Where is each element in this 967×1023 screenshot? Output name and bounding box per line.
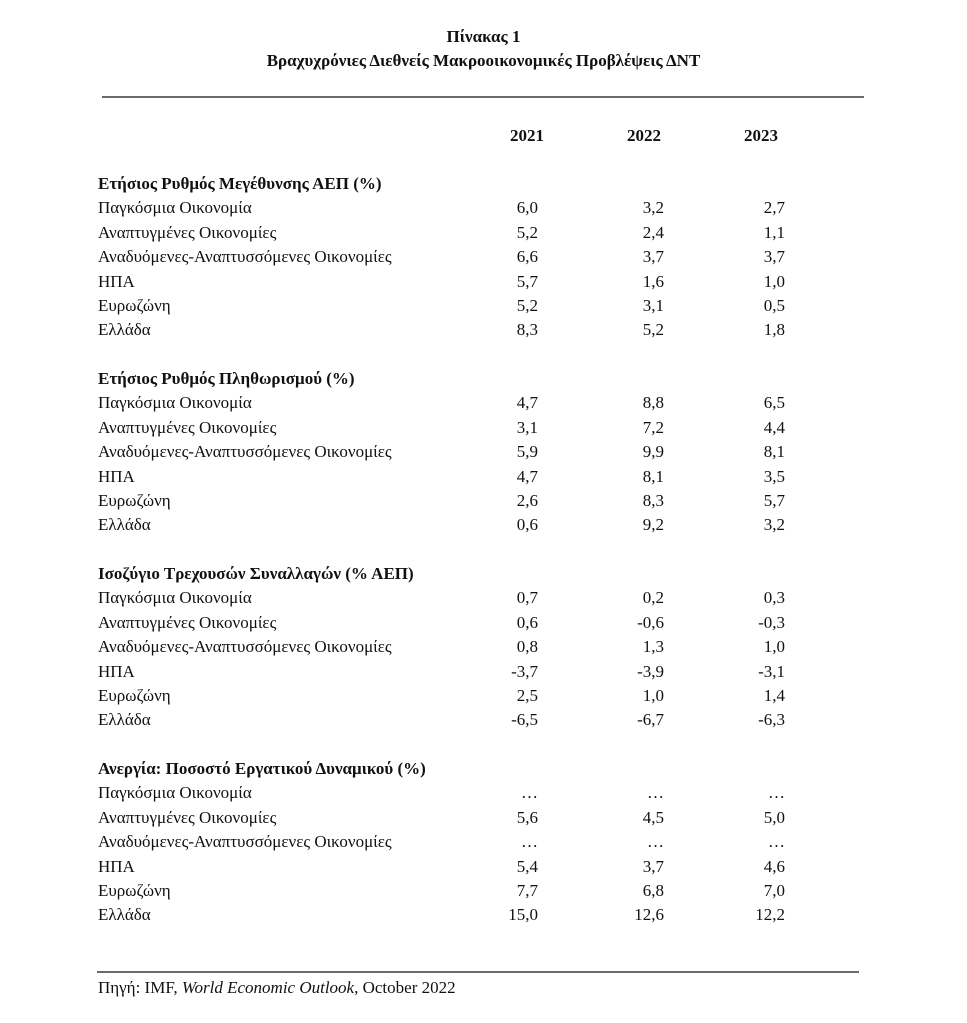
source-suffix: , October 2022 bbox=[354, 978, 456, 997]
column-header-2022: 2022 bbox=[627, 126, 661, 145]
table-row bbox=[98, 318, 818, 342]
value-2021: 4,7 bbox=[516, 393, 538, 413]
table-row bbox=[98, 221, 818, 245]
section-gdp-growth bbox=[98, 172, 818, 343]
value-2021: 0,8 bbox=[516, 637, 538, 657]
value-2023: 1,0 bbox=[763, 637, 785, 657]
value-2023: 3,5 bbox=[763, 466, 785, 486]
value-2022: 9,9 bbox=[642, 442, 664, 462]
value-2022: 6,8 bbox=[642, 880, 664, 900]
table-row bbox=[98, 806, 818, 830]
value-2022: 5,2 bbox=[642, 320, 664, 340]
column-header-2021: 2021 bbox=[510, 126, 544, 145]
row-label: ΗΠΑ bbox=[98, 466, 135, 486]
value-2022: 3,1 bbox=[642, 295, 664, 315]
table-row bbox=[98, 294, 818, 318]
value-2021: 7,7 bbox=[516, 880, 538, 900]
value-2021: 2,6 bbox=[516, 490, 538, 510]
row-label: Ελλάδα bbox=[98, 320, 151, 340]
value-2023: 6,5 bbox=[763, 393, 785, 413]
value-2021: 3,1 bbox=[516, 417, 538, 437]
table-row bbox=[98, 416, 818, 440]
row-label: Παγκόσμια Οικονομία bbox=[98, 588, 252, 608]
value-2023: -0,3 bbox=[758, 612, 785, 632]
value-2021: 0,6 bbox=[516, 612, 538, 632]
table-row bbox=[98, 781, 818, 805]
table-row bbox=[98, 586, 818, 610]
source-note bbox=[98, 978, 456, 998]
row-label: Αναπτυγμένες Οικονομίες bbox=[98, 612, 277, 632]
section-title: Ετήσιος Ρυθμός Μεγέθυνσης ΑΕΠ (%) bbox=[98, 174, 382, 193]
value-2023: 7,0 bbox=[763, 880, 785, 900]
value-2021: 6,0 bbox=[516, 198, 538, 218]
row-label: Αναδυόμενες-Αναπτυσσόμενες Οικονομίες bbox=[98, 442, 392, 462]
table-row bbox=[98, 635, 818, 659]
value-2023: 1,1 bbox=[763, 222, 785, 242]
value-2023: … bbox=[768, 832, 785, 852]
value-2021: -3,7 bbox=[511, 661, 538, 681]
value-2021: 4,7 bbox=[516, 466, 538, 486]
row-label: Αναπτυγμένες Οικονομίες bbox=[98, 222, 277, 242]
bottom-divider bbox=[97, 971, 859, 973]
value-2021: 5,7 bbox=[516, 271, 538, 291]
value-2022: 7,2 bbox=[642, 417, 664, 437]
value-2022: 3,2 bbox=[642, 198, 664, 218]
row-label: Αναπτυγμένες Οικονομίες bbox=[98, 417, 277, 437]
value-2023: 3,2 bbox=[763, 515, 785, 535]
table-row bbox=[98, 708, 818, 732]
table-row bbox=[98, 440, 818, 464]
value-2021: 2,5 bbox=[516, 685, 538, 705]
value-2023: 1,4 bbox=[763, 685, 785, 705]
row-label: Αναδυόμενες-Αναπτυσσόμενες Οικονομίες bbox=[98, 637, 392, 657]
table-row bbox=[98, 879, 818, 903]
source-prefix: Πηγή: IMF, bbox=[98, 978, 182, 997]
value-2023: 1,8 bbox=[763, 320, 785, 340]
table-row bbox=[98, 465, 818, 489]
row-label: ΗΠΑ bbox=[98, 856, 135, 876]
value-2022: 8,3 bbox=[642, 490, 664, 510]
row-label: Αναδυόμενες-Αναπτυσσόμενες Οικονομίες bbox=[98, 247, 392, 267]
value-2022: 3,7 bbox=[642, 856, 664, 876]
value-2021: 5,6 bbox=[516, 807, 538, 827]
value-2021: 5,2 bbox=[516, 295, 538, 315]
value-2022: 12,6 bbox=[634, 905, 664, 925]
value-2022: 3,7 bbox=[642, 247, 664, 267]
value-2022: 1,3 bbox=[642, 637, 664, 657]
row-label: Ευρωζώνη bbox=[98, 490, 171, 510]
row-label: Ευρωζώνη bbox=[98, 685, 171, 705]
table-row bbox=[98, 684, 818, 708]
row-label: Ευρωζώνη bbox=[98, 295, 171, 315]
value-2023: 4,6 bbox=[763, 856, 785, 876]
value-2023: -3,1 bbox=[758, 661, 785, 681]
value-2023: 8,1 bbox=[763, 442, 785, 462]
value-2021: -6,5 bbox=[511, 710, 538, 730]
value-2023: 0,5 bbox=[763, 295, 785, 315]
top-divider bbox=[102, 96, 864, 98]
value-2021: 15,0 bbox=[508, 905, 538, 925]
value-2021: … bbox=[521, 832, 538, 852]
value-2022: 4,5 bbox=[642, 807, 664, 827]
value-2023: 5,7 bbox=[763, 490, 785, 510]
table-row bbox=[98, 660, 818, 684]
value-2023: 0,3 bbox=[763, 588, 785, 608]
table-number-title: Πίνακας 1 bbox=[446, 27, 521, 46]
table-row bbox=[98, 611, 818, 635]
value-2023: 12,2 bbox=[755, 905, 785, 925]
row-label: ΗΠΑ bbox=[98, 661, 135, 681]
section-title: Ισοζύγιο Τρεχουσών Συναλλαγών (% ΑΕΠ) bbox=[98, 564, 414, 583]
section-inflation bbox=[98, 367, 818, 538]
row-label: Παγκόσμια Οικονομία bbox=[98, 198, 252, 218]
table-row bbox=[98, 903, 818, 927]
source-publication: World Economic Outlook bbox=[181, 978, 355, 997]
value-2022: -0,6 bbox=[637, 612, 664, 632]
value-2023: 1,0 bbox=[763, 271, 785, 291]
table-title: Βραχυχρόνιες Διεθνείς Μακροοικονομικές Προβλέψεις ΔΝΤ bbox=[266, 51, 701, 70]
value-2021: 5,2 bbox=[516, 222, 538, 242]
section-current-account bbox=[98, 562, 818, 733]
value-2022: 1,6 bbox=[642, 271, 664, 291]
value-2021: 0,6 bbox=[516, 515, 538, 535]
table-row bbox=[98, 196, 818, 220]
value-2023: 5,0 bbox=[763, 807, 785, 827]
row-label: Παγκόσμια Οικονομία bbox=[98, 783, 252, 803]
value-2023: … bbox=[768, 783, 785, 803]
value-2022: … bbox=[647, 783, 664, 803]
value-2022: -6,7 bbox=[637, 710, 664, 730]
section-unemployment bbox=[98, 757, 818, 928]
row-label: Ευρωζώνη bbox=[98, 880, 171, 900]
row-label: Ελλάδα bbox=[98, 710, 151, 730]
row-label: ΗΠΑ bbox=[98, 271, 135, 291]
row-label: Ελλάδα bbox=[98, 905, 151, 925]
value-2021: 8,3 bbox=[516, 320, 538, 340]
value-2022: 1,0 bbox=[642, 685, 664, 705]
table-row bbox=[98, 855, 818, 879]
row-label: Παγκόσμια Οικονομία bbox=[98, 393, 252, 413]
section-title: Ετήσιος Ρυθμός Πληθωρισμού (%) bbox=[98, 369, 355, 388]
value-2021: 0,7 bbox=[516, 588, 538, 608]
row-label: Αναδυόμενες-Αναπτυσσόμενες Οικονομίες bbox=[98, 832, 392, 852]
value-2023: 3,7 bbox=[763, 247, 785, 267]
value-2022: -3,9 bbox=[637, 661, 664, 681]
table-row bbox=[98, 270, 818, 294]
row-label: Ελλάδα bbox=[98, 515, 151, 535]
value-2021: 5,9 bbox=[516, 442, 538, 462]
value-2022: … bbox=[647, 832, 664, 852]
table-row bbox=[98, 391, 818, 415]
value-2022: 0,2 bbox=[642, 588, 664, 608]
table-row bbox=[98, 489, 818, 513]
value-2021: 6,6 bbox=[516, 247, 538, 267]
value-2023: 4,4 bbox=[763, 417, 785, 437]
value-2022: 2,4 bbox=[642, 222, 664, 242]
value-2023: 2,7 bbox=[763, 198, 785, 218]
value-2022: 9,2 bbox=[642, 515, 664, 535]
value-2023: -6,3 bbox=[758, 710, 785, 730]
value-2021: 5,4 bbox=[516, 856, 538, 876]
table-row bbox=[98, 513, 818, 537]
table-row bbox=[98, 830, 818, 854]
column-header-2023: 2023 bbox=[744, 126, 778, 145]
section-title: Ανεργία: Ποσοστό Εργατικού Δυναμικού (%) bbox=[98, 759, 426, 778]
row-label: Αναπτυγμένες Οικονομίες bbox=[98, 807, 277, 827]
value-2021: … bbox=[521, 783, 538, 803]
table-row bbox=[98, 245, 818, 269]
value-2022: 8,8 bbox=[642, 393, 664, 413]
value-2022: 8,1 bbox=[642, 466, 664, 486]
